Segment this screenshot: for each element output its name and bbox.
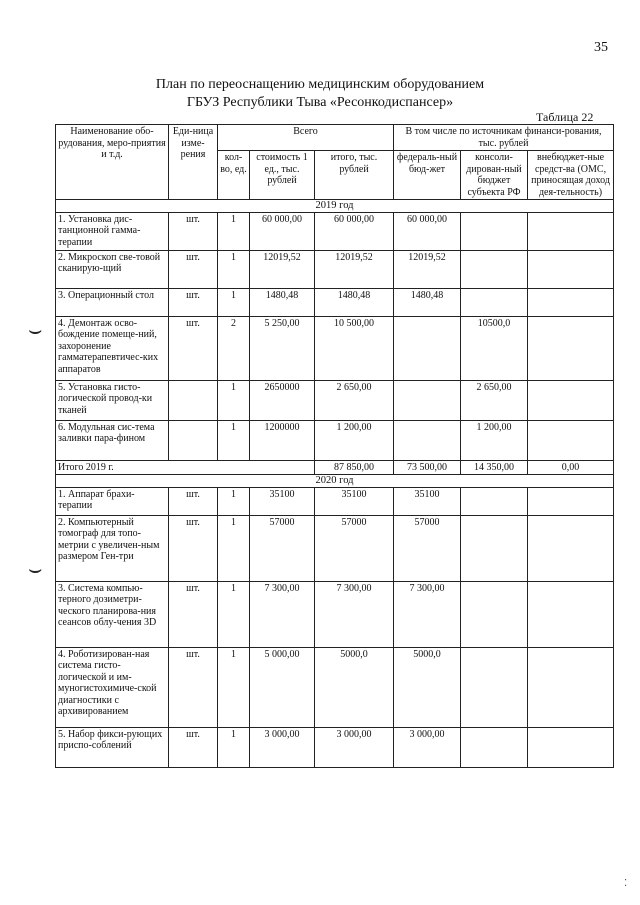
cell-qty: 2 — [218, 316, 250, 380]
total-extrabudget-2019: 0,00 — [528, 460, 614, 475]
document-title — [0, 76, 640, 112]
cell-unit-cost: 35100 — [250, 487, 315, 515]
cell-unit: шт. — [169, 647, 218, 727]
cell-name: 4. Роботизирован-ная система гисто-логической и им-муногистохимиче-ской диагностики с архивированием — [56, 647, 169, 727]
cell-total: 3 000,00 — [315, 727, 394, 767]
header-total-group: Всего — [218, 125, 394, 151]
cell-extrabudget — [528, 727, 614, 767]
cell-extrabudget — [528, 380, 614, 420]
cell-qty: 1 — [218, 647, 250, 727]
cell-unit: шт. — [169, 212, 218, 250]
header-total-sum: итого, тыс. рублей — [315, 151, 394, 200]
cell-name: 5. Набор фикси-рующих приспо-соблений — [56, 727, 169, 767]
table-row — [56, 380, 614, 420]
cell-consolidated: 2 650,00 — [461, 380, 528, 420]
cell-consolidated: 1 200,00 — [461, 420, 528, 460]
cell-extrabudget — [528, 212, 614, 250]
cell-total: 60 000,00 — [315, 212, 394, 250]
header-name: Наименование обо-рудования, меро-приятия и т.д. — [56, 125, 169, 200]
table-row — [56, 581, 614, 647]
cell-qty: 1 — [218, 487, 250, 515]
cell-unit-cost: 57000 — [250, 515, 315, 581]
cell-unit-cost: 5 000,00 — [250, 647, 315, 727]
cell-unit: шт. — [169, 581, 218, 647]
cell-extrabudget — [528, 288, 614, 316]
table-row — [56, 288, 614, 316]
cell-unit-cost: 5 250,00 — [250, 316, 315, 380]
cell-consolidated — [461, 212, 528, 250]
cell-unit-cost: 7 300,00 — [250, 581, 315, 647]
total-consolidated-2019: 14 350,00 — [461, 460, 528, 475]
header-federal: федераль-ный бюд-жет — [394, 151, 461, 200]
table-row — [56, 647, 614, 727]
header-row-1 — [56, 125, 614, 151]
total-federal-2019: 73 500,00 — [394, 460, 461, 475]
cell-extrabudget — [528, 420, 614, 460]
cell-name: 3. Операционный стол — [56, 288, 169, 316]
cell-unit: шт. — [169, 316, 218, 380]
cell-qty: 1 — [218, 288, 250, 316]
table-row — [56, 212, 614, 250]
cell-unit: шт. — [169, 515, 218, 581]
equipment-plan-table — [55, 124, 614, 768]
cell-federal: 35100 — [394, 487, 461, 515]
cell-total: 12019,52 — [315, 250, 394, 288]
cell-extrabudget — [528, 647, 614, 727]
cell-total: 2 650,00 — [315, 380, 394, 420]
cell-qty: 1 — [218, 250, 250, 288]
cell-name: 3. Система компью-терного дозиметри-ческого планирова-ния сеансов облу-чения 3D — [56, 581, 169, 647]
cell-name: 2. Компьютерный томограф для топо-метрии с увеличен-ным размером Ген-три — [56, 515, 169, 581]
cell-total: 7 300,00 — [315, 581, 394, 647]
cell-total: 1 200,00 — [315, 420, 394, 460]
cell-federal: 1480,48 — [394, 288, 461, 316]
cell-federal: 7 300,00 — [394, 581, 461, 647]
cell-consolidated — [461, 288, 528, 316]
cell-unit — [169, 380, 218, 420]
table-row — [56, 316, 614, 380]
cell-name: 4. Демонтаж осво-бождение помеще-ний, захоронение гамматерапевтичес-ких аппаратов — [56, 316, 169, 380]
title-line-1: План по переоснащению медицинским оборудованием — [155, 77, 485, 92]
cell-extrabudget — [528, 250, 614, 288]
cell-federal: 57000 — [394, 515, 461, 581]
total-sum-2019: 87 850,00 — [315, 460, 394, 475]
cell-consolidated: 10500,0 — [461, 316, 528, 380]
year-row-2020 — [56, 475, 614, 488]
cell-extrabudget — [528, 515, 614, 581]
title-line-2: ГБУЗ Республики Тыва «Ресонкодиспансер» — [186, 95, 454, 110]
cell-unit — [169, 420, 218, 460]
table-row — [56, 250, 614, 288]
header-qty: кол-во, ед. — [218, 151, 250, 200]
cell-qty: 1 — [218, 727, 250, 767]
scan-speck: ⁚ — [624, 878, 628, 889]
header-unit: Еди-ница изме-рения — [169, 125, 218, 200]
header-extrabudget: внебюджет-ные средст-ва (ОМС, приносящая доход дея-тельность) — [528, 151, 614, 200]
cell-unit: шт. — [169, 487, 218, 515]
cell-extrabudget — [528, 487, 614, 515]
cell-federal — [394, 380, 461, 420]
cell-unit-cost: 1200000 — [250, 420, 315, 460]
cell-unit: шт. — [169, 727, 218, 767]
year-label-2020: 2020 год — [56, 475, 614, 488]
table-row — [56, 515, 614, 581]
cell-consolidated — [461, 581, 528, 647]
total-label-2019: Итого 2019 г. — [56, 460, 315, 475]
cell-unit-cost: 3 000,00 — [250, 727, 315, 767]
cell-unit-cost: 60 000,00 — [250, 212, 315, 250]
year-row-2019 — [56, 200, 614, 213]
table-label: Таблица 22 — [536, 110, 594, 124]
cell-federal — [394, 420, 461, 460]
cell-consolidated — [461, 250, 528, 288]
margin-check-mark: ⌣ — [28, 557, 43, 582]
cell-qty: 1 — [218, 515, 250, 581]
cell-consolidated — [461, 647, 528, 727]
cell-total: 5000,0 — [315, 647, 394, 727]
cell-extrabudget — [528, 316, 614, 380]
cell-federal: 5000,0 — [394, 647, 461, 727]
cell-qty: 1 — [218, 212, 250, 250]
margin-check-mark: ⌣ — [28, 318, 43, 343]
cell-consolidated — [461, 515, 528, 581]
cell-federal: 3 000,00 — [394, 727, 461, 767]
total-row-2019 — [56, 460, 614, 475]
cell-federal: 12019,52 — [394, 250, 461, 288]
year-label-2019: 2019 год — [56, 200, 614, 213]
cell-unit-cost: 1480,48 — [250, 288, 315, 316]
cell-consolidated — [461, 727, 528, 767]
header-unit-cost: стоимость 1 ед., тыс. рублей — [250, 151, 315, 200]
cell-qty: 1 — [218, 420, 250, 460]
cell-name: 1. Установка дис-танционной гамма-терапии — [56, 212, 169, 250]
cell-unit: шт. — [169, 250, 218, 288]
header-consolidated: консоли-дирован-ный бюджет субъекта РФ — [461, 151, 528, 200]
cell-total: 1480,48 — [315, 288, 394, 316]
cell-name: 5. Установка гисто-логической провод-ки тканей — [56, 380, 169, 420]
cell-qty: 1 — [218, 380, 250, 420]
cell-total: 57000 — [315, 515, 394, 581]
table-row — [56, 420, 614, 460]
cell-unit-cost: 2650000 — [250, 380, 315, 420]
cell-name: 6. Модульная сис-тема заливки пара-фином — [56, 420, 169, 460]
table-row — [56, 727, 614, 767]
cell-qty: 1 — [218, 581, 250, 647]
table-row — [56, 487, 614, 515]
cell-federal — [394, 316, 461, 380]
cell-total: 10 500,00 — [315, 316, 394, 380]
cell-total: 35100 — [315, 487, 394, 515]
cell-name: 2. Микроскоп све-товой сканирую-щий — [56, 250, 169, 288]
cell-consolidated — [461, 487, 528, 515]
header-sources-group: В том числе по источникам финанси-рования, тыс. рублей — [394, 125, 614, 151]
cell-name: 1. Аппарат брахи-терапии — [56, 487, 169, 515]
cell-extrabudget — [528, 581, 614, 647]
cell-unit-cost: 12019,52 — [250, 250, 315, 288]
page-number: 35 — [594, 40, 608, 55]
cell-federal: 60 000,00 — [394, 212, 461, 250]
cell-unit: шт. — [169, 288, 218, 316]
